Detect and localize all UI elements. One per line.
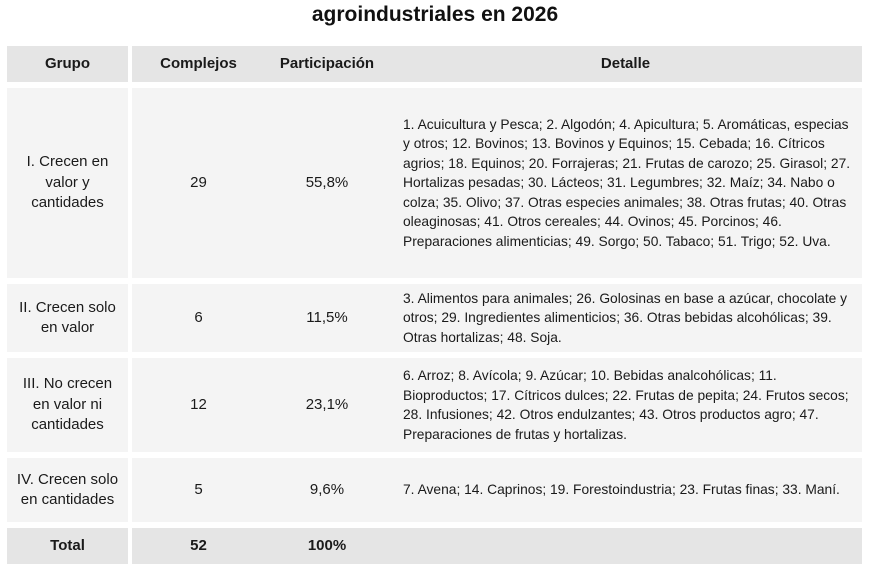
table-row [7, 82, 862, 278]
row-complejos: 6 [132, 278, 265, 352]
row-participacion: 11,5% [265, 278, 389, 352]
header-complejos: Complejos [132, 46, 265, 82]
table-row [7, 452, 862, 522]
total-participacion: 100% [265, 522, 389, 564]
row-participacion: 55,8% [265, 82, 389, 278]
header-participacion: Participación [265, 46, 389, 82]
row-complejos: 12 [132, 352, 265, 452]
row-detalle: 7. Avena; 14. Caprinos; 19. Forestoindustria; 23. Frutas finas; 33. Maní. [389, 452, 862, 522]
row-grupo: I. Crecen en valor y cantidades [7, 82, 132, 278]
total-label: Total [7, 522, 132, 564]
row-detalle: 1. Acuicultura y Pesca; 2. Algodón; 4. Apicultura; 5. Aromáticas, especias y otros; 12. Bovinos; 13. Bovinos y Equinos; 15. Cebada; 16. Cítricos agrios; 18. Equinos; 20. Forrajeras; 21. Frutas de carozo; 25. Girasol; 27. Hortalizas pesadas; 30. Lácteos; 31. Legumbres; 32. Maíz; 34. Nabo o colza; 35. Olivo; 37. Otras especies animales; 38. Otras frutas; 40. Otras oleaginosas; 41. Otros cereales; 44. Ovinos; 45. Porcinos; 46. Preparaciones alimenticias; 49. Sorgo; 50. Tabaco; 51. Trigo; 52. Uva. [389, 82, 862, 278]
row-complejos: 5 [132, 452, 265, 522]
table-header-row [7, 46, 862, 82]
row-grupo: II. Crecen solo en valor [7, 278, 132, 352]
complexes-table [7, 46, 862, 564]
total-detalle [389, 522, 862, 564]
row-grupo: IV. Crecen solo en cantidades [7, 452, 132, 522]
table-total-row [7, 522, 862, 564]
row-detalle: 6. Arroz; 8. Avícola; 9. Azúcar; 10. Bebidas analcohólicas; 11. Bioproductos; 17. Cítricos dulces; 22. Frutas de pepita; 24. Frutos secos; 28. Infusiones; 42. Otros endulzantes; 43. Otros productos agro; 47. Preparaciones de frutas y hortalizas. [389, 352, 862, 452]
row-complejos: 29 [132, 82, 265, 278]
row-grupo: III. No crecen en valor ni cantidades [7, 352, 132, 452]
row-participacion: 9,6% [265, 452, 389, 522]
table-row [7, 352, 862, 452]
header-grupo: Grupo [7, 46, 132, 82]
table-row [7, 278, 862, 352]
header-detalle: Detalle [389, 46, 862, 82]
table-title: agroindustriales en 2026 [311, 3, 559, 26]
row-participacion: 23,1% [265, 352, 389, 452]
total-complejos: 52 [132, 522, 265, 564]
row-detalle: 3. Alimentos para animales; 26. Golosinas en base a azúcar, chocolate y otros; 29. Ingredientes alimenticios; 36. Otras bebidas alcohólicas; 39. Otras hortalizas; 48. Soja. [389, 278, 862, 352]
